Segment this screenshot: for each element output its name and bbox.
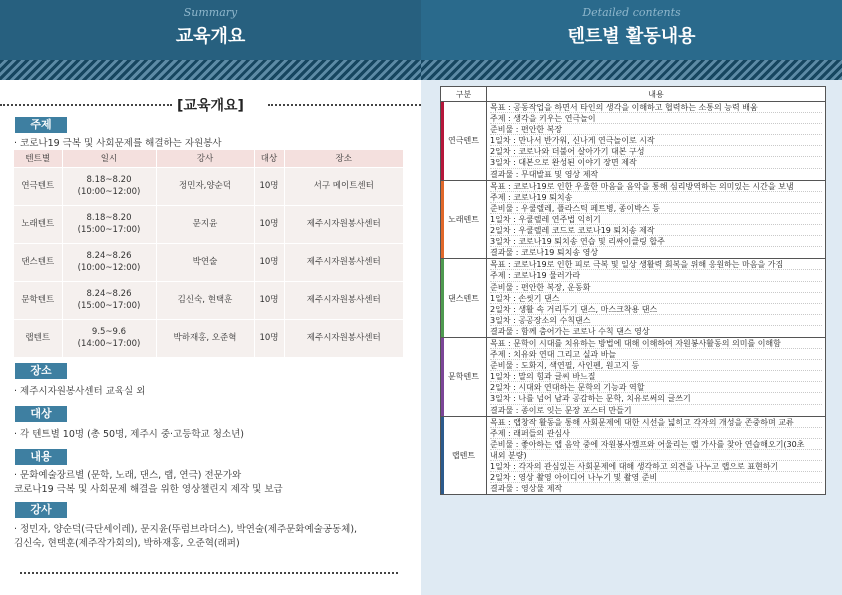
schedule-instructor: 정민자,양순덕 (156, 167, 254, 205)
schedule-tent: 문학텐트 (14, 281, 62, 319)
schedule-date-range: 8.18~8.20 (86, 175, 132, 185)
tent-line: 목표 : 코로나19로 인한 피로 극복 및 일상 생활력 회복을 위해 응원하는 마음을 가짐 (490, 259, 822, 270)
instructor-badge: 강사 (15, 502, 67, 518)
schedule-place: 제주시자원봉사센터 (284, 243, 404, 281)
tent-line: 준비물 : 좋아하는 랩 음악 중에 자원봉사캠프와 어울리는 랩 가사를 찾아 연습해오기(30초 (490, 439, 822, 450)
tent-content (487, 259, 826, 338)
schedule-date-range: 8.24~8.26 (86, 289, 132, 299)
activities-header-row (441, 87, 826, 102)
tent-name-cell (441, 102, 487, 181)
tent-line: 결과물 : 코로나19 퇴치송 영상 (490, 248, 599, 258)
schedule-place: 제주시자원봉사센터 (284, 319, 404, 357)
tent-line: 준비물 : 도화지, 색연필, 사인펜, 원고지 등 (490, 360, 822, 371)
schedule-instructor: 문지윤 (156, 205, 254, 243)
tent-content (487, 337, 826, 416)
tent-name: 랩텐트 (451, 450, 476, 460)
place-badge: 장소 (15, 363, 67, 379)
details-header-title: 텐트별 활동내용 (567, 26, 696, 47)
tent-line: 준비물 : 편안한 복장, 운동화 (490, 282, 822, 293)
schedule-place: 제주시자원봉사센터 (284, 281, 404, 319)
tent-line: 3일차 : 대본으로 완성된 이야기 장면 제작 (490, 157, 822, 168)
schedule-date (62, 243, 156, 281)
schedule-time: (10:00~12:00) (77, 263, 141, 273)
schedule-date (62, 319, 156, 357)
theme-text: · 코로나19 극복 및 사회문제를 해결하는 자원봉사 (14, 138, 222, 149)
tent-row (441, 259, 826, 338)
activities-header-category: 구분 (441, 87, 487, 102)
schedule-tent: 연극텐트 (14, 167, 62, 205)
activities-header-content: 내용 (487, 87, 826, 102)
schedule-row (14, 205, 404, 243)
tent-color-bar (441, 259, 444, 337)
tent-line: 결과물 : 함께 춤어가는 코로나 수칙 댄스 영상 (490, 326, 650, 336)
tent-line: 3일차 : 공공장소의 수칙댄스 (490, 315, 822, 326)
tent-line: 목표 : 공동작업을 하면서 타인의 생각을 이해하고 협력하는 소통의 능력 배움 (490, 102, 822, 113)
schedule-header-row (14, 150, 404, 167)
tent-row (441, 416, 826, 495)
tent-line: 1일차 : 우쿨렐레 연주법 익히기 (490, 214, 822, 225)
content-text-2: 코로나19 극복 및 사회문제 해결을 위한 영상챌린지 제작 및 보급 (14, 484, 283, 495)
schedule-target: 10명 (254, 243, 284, 281)
target-text: · 각 텐트별 10명 (총 50명, 제주시 중·고등학교 청소년) (14, 429, 244, 440)
schedule-row (14, 243, 404, 281)
schedule-table (14, 150, 404, 357)
place-text: · 제주시자원봉사센터 교육실 외 (14, 386, 146, 397)
schedule-target: 10명 (254, 319, 284, 357)
details-header-script: Detailed contents (582, 6, 681, 19)
schedule-time: (15:00~17:00) (77, 301, 141, 311)
schedule-target: 10명 (254, 281, 284, 319)
schedule-row (14, 319, 404, 357)
theme-badge: 주제 (15, 117, 67, 133)
header-stripe (0, 60, 421, 80)
tent-line: 2일차 : 우쿨렐레 코드로 코로나19 퇴치송 제작 (490, 225, 822, 236)
tent-row (441, 180, 826, 259)
schedule-date (62, 167, 156, 205)
tent-line: 목표 : 코로나19로 인한 우울한 마음을 음악을 통해 심리방역하는 의미있는 시간을 보냄 (490, 181, 822, 192)
details-header (421, 0, 842, 60)
schedule-header-cell: 대상 (254, 150, 284, 167)
tent-color-bar (441, 102, 444, 180)
summary-header-title: 교육개요 (175, 26, 246, 47)
schedule-header-cell: 강사 (156, 150, 254, 167)
tent-color-bar (441, 417, 444, 495)
tent-name: 문학텐트 (448, 372, 479, 382)
tent-line: 주제 : 코로나19 퇴치송 (490, 192, 822, 203)
schedule-time: (10:00~12:00) (77, 187, 141, 197)
tent-line: 3일차 : 코로나19 퇴치송 연습 및 리싸이클링 합주 (490, 236, 822, 247)
tent-line: 주제 : 래퍼들의 관심사 (490, 428, 822, 439)
header-stripe (421, 60, 842, 80)
tent-content (487, 102, 826, 181)
tent-name-cell (441, 180, 487, 259)
tent-line: 1일차 : 만나서 반가워, 신나게 연극놀이로 시작 (490, 135, 822, 146)
tent-line: 1일차 : 각자의 관심있는 사회문제에 대해 생각하고 의견을 나누고 랩으로 표현하기 (490, 461, 822, 472)
tent-color-bar (441, 181, 444, 259)
tent-line: 결과물 : 무대발표 및 영상 제작 (490, 169, 599, 179)
schedule-tent: 랩텐트 (14, 319, 62, 357)
activities-table (440, 86, 826, 495)
tent-line: 내외 분량) (490, 450, 822, 461)
tent-line: 2일차 : 시대와 연대하는 문학의 기능과 역할 (490, 382, 822, 393)
schedule-target: 10명 (254, 167, 284, 205)
tent-name-cell (441, 259, 487, 338)
tent-line: 결과물 : 종이로 잇는 문장 포스터 만들기 (490, 405, 632, 415)
schedule-date (62, 205, 156, 243)
schedule-place: 제주시자원봉사센터 (284, 205, 404, 243)
tent-line: 2일차 : 코로나와 더불어 살아가기 대본 구성 (490, 146, 822, 157)
instructor-text-2: 김신숙, 현택훈(제주작가회의), 박하재홍, 오준혁(래퍼) (14, 538, 240, 549)
schedule-date (62, 281, 156, 319)
tent-name-cell (441, 416, 487, 495)
tent-name: 연극텐트 (448, 136, 479, 146)
tent-content (487, 416, 826, 495)
tent-line: 목표 : 문학이 시대를 치유하는 방법에 대해 이해하여 자원봉사활동의 의미를 이해함 (490, 338, 822, 349)
tent-name: 노래텐트 (448, 214, 479, 224)
content-text-1: · 문화예술장르별 (문학, 노래, 댄스, 랩, 연극) 전문가와 (14, 470, 242, 481)
schedule-time: (15:00~17:00) (77, 225, 141, 235)
summary-header-script: Summary (183, 6, 238, 19)
schedule-header-cell: 장소 (284, 150, 404, 167)
tent-line: 주제 : 생각을 키우는 연극놀이 (490, 113, 822, 124)
tent-line: 준비물 : 우쿨렐레, 플라스틱 페트병, 종이박스 등 (490, 203, 822, 214)
tent-line: 목표 : 랩창작 활동을 통해 사회문제에 대한 시선을 넓히고 각자의 개성을 존중하며 교류 (490, 417, 822, 428)
tent-name-cell (441, 337, 487, 416)
schedule-header-cell: 텐트별 (14, 150, 62, 167)
tent-line: 2일차 : 영상 촬영 아이디어 나누기 및 촬영 준비 (490, 472, 822, 483)
instructor-text-1: · 정민자, 양순덕(극단세이레), 문지윤(뚜럼브라더스), 박연술(제주문화예술공동체), (14, 524, 358, 535)
schedule-tent: 댄스텐트 (14, 243, 62, 281)
schedule-row (14, 281, 404, 319)
tent-color-bar (441, 338, 444, 416)
schedule-instructor: 김신숙, 현택훈 (156, 281, 254, 319)
schedule-date-range: 8.18~8.20 (86, 213, 132, 223)
schedule-instructor: 박하재홍, 오준혁 (156, 319, 254, 357)
schedule-target: 10명 (254, 205, 284, 243)
tent-name: 댄스텐트 (448, 293, 479, 303)
tent-line: 3일차 : 나를 넘어 남과 공감하는 문학, 치유로써의 글쓰기 (490, 393, 822, 404)
schedule-date-range: 9.5~9.6 (91, 327, 127, 338)
schedule-instructor: 박연술 (156, 243, 254, 281)
section-title: [교육개요] (177, 98, 244, 114)
tent-line: 결과물 : 영상물 제작 (490, 484, 563, 494)
schedule-row (14, 167, 404, 205)
tent-row (441, 102, 826, 181)
schedule-header-cell: 일시 (62, 150, 156, 167)
tent-line: 1일차 : 손씻기 댄스 (490, 293, 822, 304)
tent-line: 1일차 : 말의 힘과 글씨 바느질 (490, 371, 822, 382)
schedule-place: 서구 메이트센터 (284, 167, 404, 205)
tent-line: 준비물 : 편안한 복장 (490, 124, 822, 135)
tent-content (487, 180, 826, 259)
schedule-date-range: 8.24~8.26 (86, 251, 132, 261)
bottom-divider-dots (20, 572, 398, 574)
tent-line: 주제 : 치유와 연대 그리고 실과 바늘 (490, 349, 822, 360)
summary-header (0, 0, 421, 60)
target-badge: 대상 (15, 406, 67, 422)
content-badge: 내용 (15, 449, 67, 465)
schedule-time: (14:00~17:00) (77, 339, 141, 350)
tent-line: 주제 : 코로나19 물러가라 (490, 270, 822, 281)
tent-line: 2일차 : 생활 속 거리두기 댄스, 마스크착용 댄스 (490, 304, 822, 315)
schedule-tent: 노래텐트 (14, 205, 62, 243)
tent-row (441, 337, 826, 416)
